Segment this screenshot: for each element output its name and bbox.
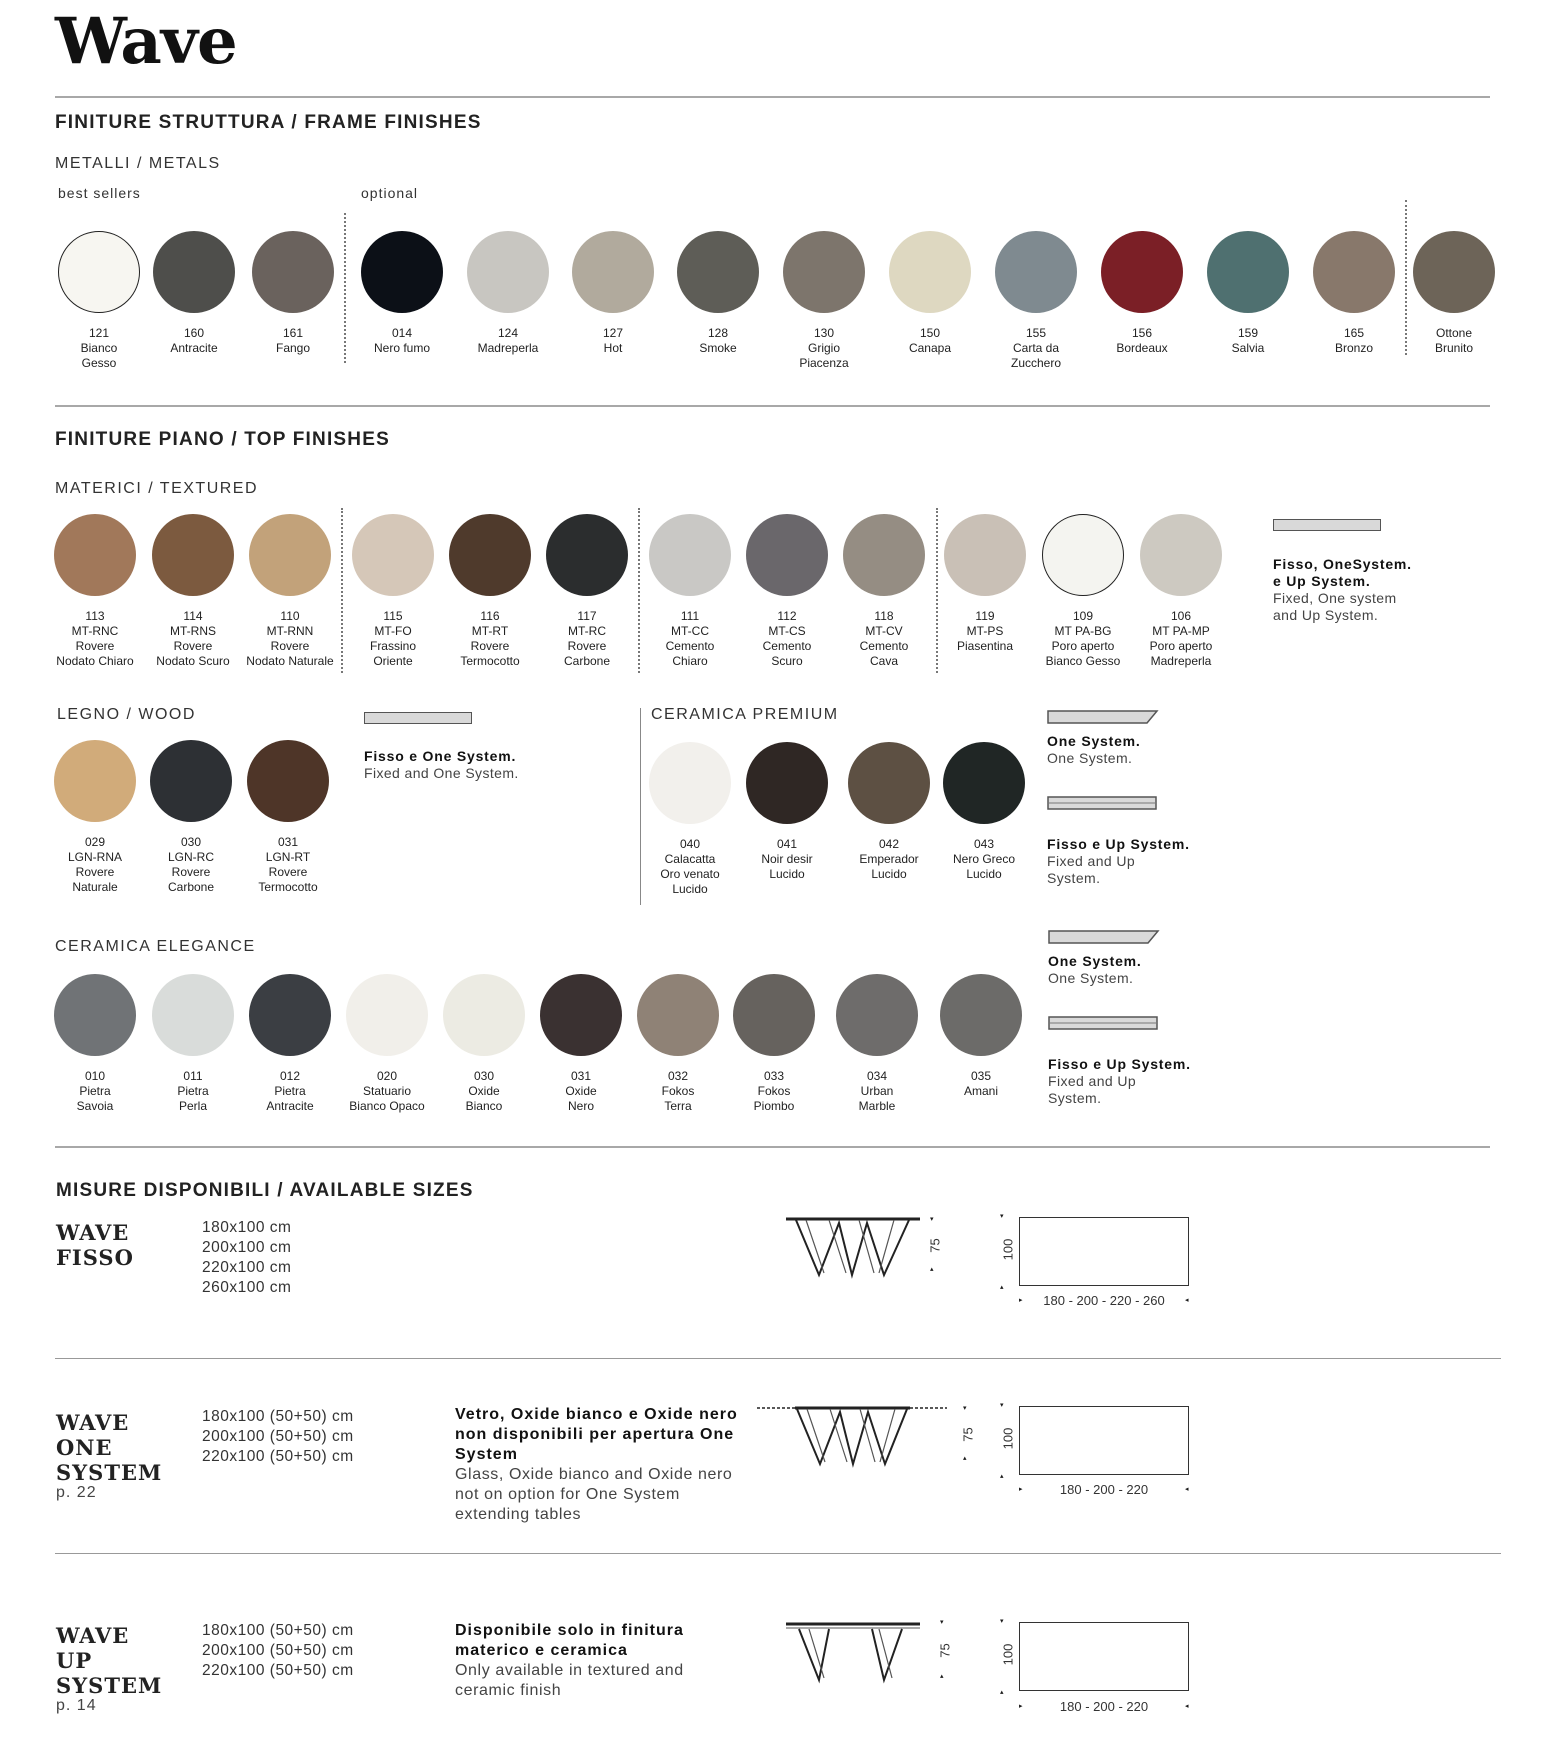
swatch-code: 040 bbox=[679, 837, 701, 851]
swatch bbox=[572, 231, 654, 313]
swatch bbox=[940, 974, 1022, 1056]
swatch-code: 106 bbox=[1170, 609, 1192, 623]
swatch-name: Bianco Gesso bbox=[80, 341, 118, 370]
swatch bbox=[546, 514, 628, 596]
swatch bbox=[252, 231, 334, 313]
size-list bbox=[202, 1407, 354, 1467]
sizes-heading: MISURE DISPONIBILI / AVAILABLE SIZES bbox=[56, 1180, 474, 1201]
swatch-name: Pietra Antracite bbox=[266, 1084, 314, 1113]
premium-note-2-text: Fixed and Up System. bbox=[1047, 853, 1136, 886]
height-dimension: 75 bbox=[960, 1427, 976, 1442]
swatch-caption bbox=[925, 1069, 1037, 1099]
size-list bbox=[202, 1621, 354, 1681]
elegance-note-2-text: Fixed and Up System. bbox=[1048, 1073, 1137, 1106]
premium-heading: CERAMICA PREMIUM bbox=[651, 706, 839, 723]
swatch-code: 030 bbox=[180, 835, 202, 849]
swatch-caption bbox=[874, 326, 986, 356]
swatch bbox=[677, 231, 759, 313]
dim-arrow-icon: ▴ bbox=[1000, 1473, 1004, 1480]
swatch bbox=[467, 231, 549, 313]
width-dimension: 180 - 200 - 220 bbox=[1059, 1699, 1149, 1714]
swatch-caption bbox=[821, 1069, 933, 1114]
swatch-caption bbox=[331, 1069, 443, 1114]
swatch-code: 118 bbox=[874, 609, 894, 623]
dim-arrow-icon: ▸ bbox=[1019, 1703, 1023, 1710]
swatch bbox=[746, 514, 828, 596]
up-system-note-bold: Disponibile solo in finitura materico e ceramica bbox=[455, 1622, 684, 1659]
swatch-code: 165 bbox=[1343, 326, 1365, 340]
swatch-name: MT-RNC Rovere Nodato Chiaro bbox=[56, 624, 134, 668]
size-item: 220x100 (50+50) cm bbox=[202, 1662, 354, 1679]
swatch bbox=[361, 231, 443, 313]
frame-finishes-heading: FINITURE STRUTTURA / FRAME FINISHES bbox=[55, 112, 482, 133]
swatch-name: Oxide Bianco bbox=[465, 1084, 503, 1113]
swatch-caption bbox=[531, 609, 643, 669]
swatch-code: 012 bbox=[279, 1069, 301, 1083]
wood-note-bold: Fisso e One System. bbox=[364, 748, 517, 764]
metals-heading: METALLI / METALS bbox=[55, 155, 221, 172]
top-profile-icon bbox=[1273, 519, 1381, 531]
swatch-code: 119 bbox=[975, 609, 995, 623]
swatch-name: Emperador Lucido bbox=[859, 852, 919, 881]
model-name: WAVE UP SYSTEM bbox=[56, 1623, 163, 1698]
swatch bbox=[943, 742, 1025, 824]
swatch-caption bbox=[662, 326, 774, 356]
textured-heading: MATERICI / TEXTURED bbox=[55, 480, 259, 497]
table-side-drawing bbox=[784, 1215, 924, 1283]
dim-arrow-icon: ▾ bbox=[930, 1216, 934, 1223]
swatch bbox=[443, 974, 525, 1056]
swatch-name: Ottone Brunito bbox=[1434, 326, 1474, 355]
swatch-code: 042 bbox=[878, 837, 900, 851]
swatch bbox=[995, 231, 1077, 313]
swatch bbox=[247, 740, 329, 822]
swatch-name: Fokos Piombo bbox=[753, 1084, 795, 1113]
swatch-name: MT-RNN Rovere Nodato Naturale bbox=[246, 624, 334, 668]
one-system-note-bold: Vetro, Oxide bianco e Oxide nero non disponibili per apertura One System bbox=[455, 1406, 738, 1463]
premium-note-2-bold: Fisso e Up System. bbox=[1047, 836, 1190, 852]
dim-arrow-icon: ▾ bbox=[1000, 1402, 1004, 1409]
swatch-code: 031 bbox=[570, 1069, 592, 1083]
swatch-code: 112 bbox=[777, 609, 797, 623]
depth-dimension: 100 bbox=[1000, 1643, 1016, 1666]
table-top-drawing bbox=[1019, 1217, 1189, 1286]
swatch-caption bbox=[346, 326, 458, 356]
swatch-caption bbox=[928, 837, 1040, 882]
swatch-name: MT-RNS Rovere Nodato Scuro bbox=[156, 624, 230, 668]
swatch bbox=[649, 514, 731, 596]
swatch-name: Amani bbox=[963, 1084, 998, 1098]
wood-note-text: Fixed and One System. bbox=[364, 765, 519, 781]
swatch bbox=[836, 974, 918, 1056]
swatch-name: MT PA-MP Poro aperto Madreperla bbox=[1149, 624, 1213, 668]
size-list bbox=[202, 1218, 291, 1298]
swatch-code: 160 bbox=[183, 326, 205, 340]
swatch-code: 115 bbox=[383, 609, 403, 623]
dim-arrow-icon: ▸ bbox=[1019, 1297, 1023, 1304]
dim-arrow-icon: ▴ bbox=[1000, 1284, 1004, 1291]
premium-note-1-text: One System. bbox=[1047, 750, 1133, 766]
swatch bbox=[733, 974, 815, 1056]
swatch-name: Bronzo bbox=[1334, 341, 1374, 355]
swatch-caption bbox=[39, 1069, 151, 1114]
swatch-name: Canapa bbox=[908, 341, 952, 355]
swatch-caption bbox=[718, 1069, 830, 1114]
swatch bbox=[843, 514, 925, 596]
swatch-name: Oxide Nero bbox=[565, 1084, 597, 1113]
swatch-caption bbox=[731, 837, 843, 882]
elegance-note-1-bold: One System. bbox=[1048, 953, 1142, 969]
swatch-caption bbox=[634, 837, 746, 897]
top-profile-icon bbox=[364, 712, 472, 724]
size-item: 220x100 (50+50) cm bbox=[202, 1448, 354, 1465]
page-title: Wave bbox=[55, 4, 237, 79]
swatch bbox=[540, 974, 622, 1056]
swatch bbox=[649, 742, 731, 824]
swatch bbox=[746, 742, 828, 824]
textured-note bbox=[1273, 539, 1412, 624]
swatch-name: Pietra Savoia bbox=[76, 1084, 114, 1113]
swatch-name: Calacatta Oro venato Lucido bbox=[660, 852, 720, 896]
swatch bbox=[1101, 231, 1183, 313]
swatch bbox=[249, 974, 331, 1056]
swatch-code: 029 bbox=[84, 835, 106, 849]
dim-arrow-icon: ◂ bbox=[1185, 1486, 1189, 1493]
swatch-code: 043 bbox=[973, 837, 995, 851]
top-finishes-heading: FINITURE PIANO / TOP FINISHES bbox=[55, 429, 390, 450]
model-name: WAVE FISSO bbox=[56, 1220, 134, 1270]
swatch-code: 159 bbox=[1237, 326, 1259, 340]
swatch bbox=[1042, 514, 1124, 596]
wood-note bbox=[364, 748, 519, 782]
swatch-name: MT-CV Cemento Cava bbox=[859, 624, 909, 668]
height-dimension: 75 bbox=[927, 1238, 943, 1253]
swatch-code: 034 bbox=[866, 1069, 888, 1083]
swatch-caption bbox=[929, 609, 1041, 654]
swatch-caption bbox=[1027, 609, 1139, 669]
swatch-name: MT-PS Piasentina bbox=[956, 624, 1014, 653]
swatch-caption bbox=[1298, 326, 1410, 356]
swatch-code: 033 bbox=[763, 1069, 785, 1083]
swatch bbox=[150, 740, 232, 822]
swatch-name: MT-RT Rovere Termocotto bbox=[460, 624, 520, 668]
swatch-code: 041 bbox=[776, 837, 798, 851]
swatch-name: Smoke bbox=[699, 341, 737, 355]
dim-arrow-icon: ◂ bbox=[1185, 1297, 1189, 1304]
swatch-caption bbox=[828, 609, 940, 669]
swatch-name: Urban Marble bbox=[858, 1084, 896, 1113]
swatch-caption bbox=[237, 326, 349, 356]
swatch-caption bbox=[434, 609, 546, 669]
swatch-name: LGN-RC Rovere Carbone bbox=[167, 850, 215, 894]
swatch-code: 127 bbox=[602, 326, 624, 340]
swatch-name: MT-FO Frassino Oriente bbox=[369, 624, 416, 668]
elegance-heading: CERAMICA ELEGANCE bbox=[55, 938, 256, 955]
swatch-name: MT-RC Rovere Carbone bbox=[563, 624, 611, 668]
swatch-name: Nero Greco Lucido bbox=[952, 852, 1016, 881]
swatch bbox=[449, 514, 531, 596]
textured-note-bold: Fisso, OneSystem. e Up System. bbox=[1273, 556, 1412, 589]
swatch-caption bbox=[135, 835, 247, 895]
swatch-code: 110 bbox=[280, 609, 300, 623]
best-sellers-label: best sellers bbox=[58, 185, 141, 201]
one-system-profile-icon bbox=[1047, 709, 1159, 727]
swatch-name: LGN-RT Rovere Termocotto bbox=[258, 850, 318, 894]
swatch-name: Bordeaux bbox=[1116, 341, 1168, 355]
premium-note-2 bbox=[1047, 819, 1190, 887]
swatch-caption bbox=[1125, 609, 1237, 669]
size-item: 200x100 cm bbox=[202, 1239, 292, 1256]
swatch-name: Madreperla bbox=[477, 341, 539, 355]
swatch-code: 124 bbox=[497, 326, 519, 340]
one-system-note-text: Glass, Oxide bianco and Oxide nero not on option for One System extending tables bbox=[455, 1466, 733, 1523]
swatch-name: Hot bbox=[603, 341, 623, 355]
swatch-code: 030 bbox=[473, 1069, 495, 1083]
swatch-caption bbox=[234, 1069, 346, 1114]
swatch bbox=[783, 231, 865, 313]
dim-arrow-icon: ▾ bbox=[963, 1405, 967, 1412]
swatch-name: Pietra Perla bbox=[177, 1084, 209, 1113]
swatch-name: Carta da Zucchero bbox=[1010, 341, 1062, 370]
swatch-code: 010 bbox=[84, 1069, 106, 1083]
swatch-code: 156 bbox=[1131, 326, 1153, 340]
swatch-name: MT-CC Cemento Chiaro bbox=[665, 624, 715, 668]
dim-arrow-icon: ◂ bbox=[1185, 1703, 1189, 1710]
size-item: 200x100 (50+50) cm bbox=[202, 1642, 354, 1659]
dim-arrow-icon: ▾ bbox=[940, 1619, 944, 1626]
swatch-caption bbox=[1086, 326, 1198, 356]
swatch-caption bbox=[768, 326, 880, 371]
swatch bbox=[352, 514, 434, 596]
swatch-name: Fango bbox=[275, 341, 311, 355]
swatch-caption bbox=[731, 609, 843, 669]
dim-arrow-icon: ▴ bbox=[1000, 1689, 1004, 1696]
swatch-code: 161 bbox=[282, 326, 304, 340]
swatch-code: 035 bbox=[970, 1069, 992, 1083]
swatch bbox=[1140, 514, 1222, 596]
swatch-code: 109 bbox=[1072, 609, 1094, 623]
swatch bbox=[152, 514, 234, 596]
one-system-note bbox=[455, 1405, 745, 1525]
swatch-code: 020 bbox=[376, 1069, 398, 1083]
swatch bbox=[1313, 231, 1395, 313]
swatch bbox=[249, 514, 331, 596]
divider bbox=[55, 1553, 1501, 1554]
divider bbox=[55, 1358, 1501, 1359]
dim-arrow-icon: ▾ bbox=[1000, 1213, 1004, 1220]
elegance-note-2-bold: Fisso e Up System. bbox=[1048, 1056, 1191, 1072]
swatch-code: 014 bbox=[391, 326, 413, 340]
swatch-code: 116 bbox=[480, 609, 500, 623]
swatch-caption bbox=[137, 609, 249, 669]
premium-note-1 bbox=[1047, 733, 1141, 767]
up-system-note bbox=[455, 1621, 695, 1701]
swatch-code: 114 bbox=[183, 609, 203, 623]
swatch-code: 130 bbox=[813, 326, 835, 340]
swatch bbox=[346, 974, 428, 1056]
up-system-note-text: Only available in textured and ceramic finish bbox=[455, 1662, 684, 1699]
swatch bbox=[54, 740, 136, 822]
swatch-code: 032 bbox=[667, 1069, 689, 1083]
page-reference: p. 14 bbox=[56, 1697, 97, 1714]
size-item: 260x100 cm bbox=[202, 1279, 292, 1296]
swatch bbox=[848, 742, 930, 824]
swatch-name: MT PA-BG Poro aperto Bianco Gesso bbox=[1045, 624, 1121, 668]
swatch-code: 011 bbox=[183, 1069, 203, 1083]
swatch-caption bbox=[138, 326, 250, 356]
width-dimension: 180 - 200 - 220 bbox=[1059, 1482, 1149, 1497]
textured-note-text: Fixed, One system and Up System. bbox=[1273, 590, 1397, 623]
divider bbox=[55, 1146, 1490, 1148]
elegance-note-1-text: One System. bbox=[1048, 970, 1134, 986]
swatch-caption bbox=[234, 609, 346, 669]
divider bbox=[55, 405, 1490, 407]
swatch bbox=[54, 974, 136, 1056]
swatch-caption bbox=[525, 1069, 637, 1114]
swatch-code: 155 bbox=[1025, 326, 1047, 340]
dim-arrow-icon: ▾ bbox=[1000, 1618, 1004, 1625]
size-item: 220x100 cm bbox=[202, 1259, 292, 1276]
swatch-name: Noir desir Lucido bbox=[761, 852, 813, 881]
optional-label: optional bbox=[361, 185, 419, 201]
swatch-caption bbox=[634, 609, 746, 669]
swatch bbox=[1207, 231, 1289, 313]
swatch bbox=[152, 974, 234, 1056]
depth-dimension: 100 bbox=[1000, 1427, 1016, 1450]
swatch bbox=[944, 514, 1026, 596]
swatch bbox=[54, 514, 136, 596]
swatch-name: Grigio Piacenza bbox=[799, 341, 849, 370]
table-top-drawing bbox=[1019, 1622, 1189, 1691]
dim-arrow-icon: ▴ bbox=[930, 1266, 934, 1273]
swatch-caption bbox=[137, 1069, 249, 1114]
swatch-caption bbox=[980, 326, 1092, 371]
wood-heading: LEGNO / WOOD bbox=[57, 706, 196, 723]
elegance-note-1 bbox=[1048, 953, 1142, 987]
table-side-drawing bbox=[755, 1404, 950, 1472]
model-name: WAVE ONE SYSTEM bbox=[56, 1410, 163, 1485]
elegance-note-2 bbox=[1048, 1039, 1191, 1107]
height-dimension: 75 bbox=[937, 1643, 953, 1658]
swatch-name: Nero fumo bbox=[373, 341, 431, 355]
size-item: 180x100 (50+50) cm bbox=[202, 1408, 354, 1425]
swatch bbox=[637, 974, 719, 1056]
divider bbox=[55, 96, 1490, 98]
swatch-code: 128 bbox=[707, 326, 729, 340]
dim-arrow-icon: ▴ bbox=[940, 1673, 944, 1680]
depth-dimension: 100 bbox=[1000, 1238, 1016, 1261]
size-item: 180x100 cm bbox=[202, 1219, 292, 1236]
swatch-name: Fokos Terra bbox=[661, 1084, 695, 1113]
swatch-code: 150 bbox=[919, 326, 941, 340]
swatch bbox=[889, 231, 971, 313]
swatch bbox=[58, 231, 140, 313]
swatch-name: Statuario Bianco Opaco bbox=[349, 1084, 425, 1113]
swatch-name: Salvia bbox=[1231, 341, 1265, 355]
swatch-name: Antracite bbox=[170, 341, 218, 355]
swatch-code: 111 bbox=[680, 609, 700, 623]
swatch-name: MT-CS Cemento Scuro bbox=[762, 624, 812, 668]
swatch-caption bbox=[428, 1069, 540, 1114]
swatch-caption bbox=[452, 326, 564, 356]
dim-arrow-icon: ▸ bbox=[1019, 1486, 1023, 1493]
table-top-drawing bbox=[1019, 1406, 1189, 1475]
swatch-caption bbox=[232, 835, 344, 895]
swatch-code: 121 bbox=[88, 326, 110, 340]
swatch-caption bbox=[1398, 326, 1510, 356]
swatch-caption bbox=[337, 609, 449, 669]
one-system-profile-icon bbox=[1048, 929, 1160, 947]
swatch-code: 113 bbox=[85, 609, 105, 623]
swatch-code: 117 bbox=[577, 609, 597, 623]
swatch-caption bbox=[39, 609, 151, 669]
up-system-profile-icon bbox=[1048, 1015, 1160, 1033]
swatch bbox=[1413, 231, 1495, 313]
up-system-profile-icon bbox=[1047, 795, 1159, 813]
size-item: 180x100 (50+50) cm bbox=[202, 1622, 354, 1639]
swatch-caption bbox=[557, 326, 669, 356]
dim-arrow-icon: ▴ bbox=[963, 1455, 967, 1462]
swatch-code: 031 bbox=[277, 835, 299, 849]
swatch bbox=[153, 231, 235, 313]
swatch-caption bbox=[1192, 326, 1304, 356]
table-side-drawing bbox=[784, 1620, 924, 1688]
width-dimension: 180 - 200 - 220 - 260 bbox=[1043, 1293, 1165, 1308]
swatch-name: LGN-RNA Rovere Naturale bbox=[67, 850, 122, 894]
premium-note-1-bold: One System. bbox=[1047, 733, 1141, 749]
page-reference: p. 22 bbox=[56, 1484, 97, 1501]
size-item: 200x100 (50+50) cm bbox=[202, 1428, 354, 1445]
